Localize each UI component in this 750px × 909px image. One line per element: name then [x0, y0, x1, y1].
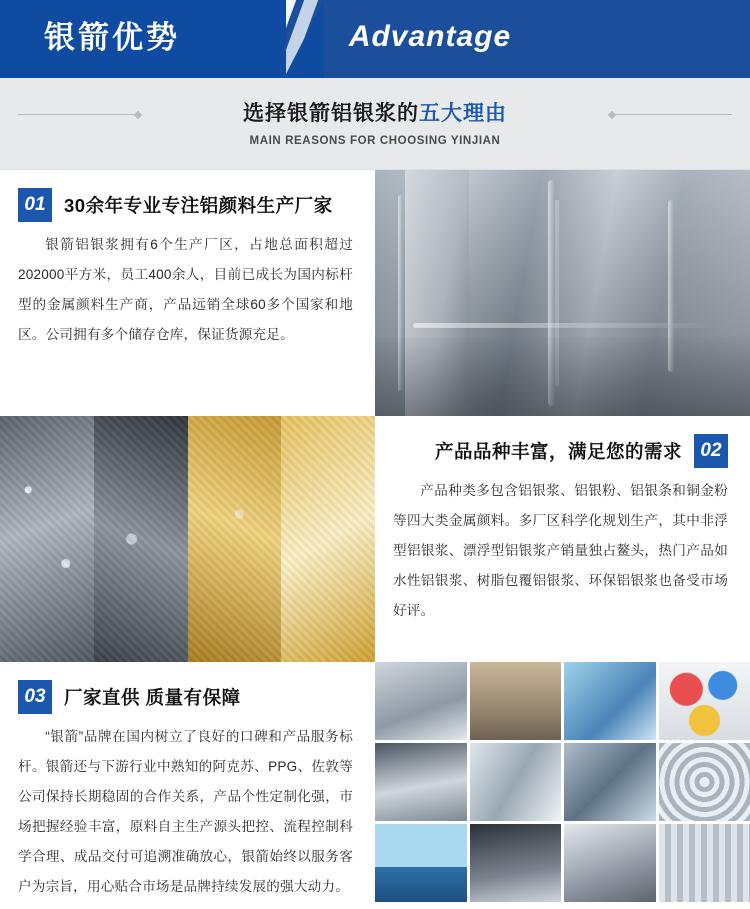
collage-cell-warehouse: [470, 662, 562, 740]
section-03-image-column: [375, 662, 750, 909]
section-01-image-column: [375, 170, 750, 416]
section-03-title: 厂家直供 质量有保障: [64, 687, 241, 708]
collage-cell-ship: [375, 824, 467, 902]
subheading-bar: [0, 78, 750, 170]
advantage-section-02: [0, 416, 750, 662]
subheading-chinese-highlight: 五大理由: [419, 102, 507, 125]
section-03-text-column: [0, 662, 375, 909]
section-02-title: 产品品种丰富，满足您的需求: [434, 441, 682, 462]
section-01-title: 30余年专业专注铝颜料生产厂家: [64, 195, 333, 216]
factory-production-line-photo: [375, 170, 750, 416]
section-02-image-column: [0, 416, 375, 662]
pipe-decor-1: [398, 195, 403, 392]
subheading-chinese: [0, 100, 750, 128]
collage-cell-coating-roll: [564, 662, 656, 740]
subheading-text-group: [0, 100, 750, 147]
collage-cell-pipes: [375, 662, 467, 740]
banner-title-chinese: 银箭优势: [44, 20, 180, 55]
collage-cell-aluminium-sheet: [470, 743, 562, 821]
pipe-decor-3: [668, 200, 674, 372]
metallic-powder-samples-photo: [0, 416, 375, 662]
pipe-decor-4: [413, 323, 713, 328]
advantage-section-03: [0, 662, 750, 909]
section-02-body: 产品种类多包含铝银浆、铝银粉、铝银条和铜金粉等四大类金属颜料。多厂区科学化规划生产，其中非浮型铝银浆、漂浮型铝银浆产销量独占鳌头，热门产品如水性铝银浆、树脂包覆铝银浆、环保铝银浆也备受市场好评。: [393, 483, 728, 618]
header-banner: [0, 0, 750, 78]
collage-cell-panel: [659, 824, 750, 902]
section-01-heading: [18, 188, 353, 222]
subheading-english: MAIN REASONS FOR CHOOSING YINJIAN: [249, 135, 501, 147]
advantage-section-01: [0, 170, 750, 416]
section-02-number-badge: 02: [694, 434, 728, 468]
collage-cell-truck: [564, 824, 656, 902]
powder-sample-dark-paste: [94, 416, 188, 662]
section-01-text-column: [0, 170, 375, 416]
application-industries-collage-photo: [375, 662, 750, 902]
collage-cell-metal-coil: [659, 743, 750, 821]
banner-title-english: Advantage: [348, 20, 512, 53]
subheading-chinese-prefix: 选择银箭铝银浆的: [243, 102, 419, 125]
collage-cell-laptop: [375, 743, 467, 821]
section-03-body: “银箭”品牌在国内树立了良好的口碑和产品服务标杆。银箭还与下游行业中熟知的阿克苏、PPG、佐敦等公司保持长期稳固的合作关系，产品个性定制化强，市场把握经验丰富，原料自主生产源头把控、流程控制科学合理、成品交付可追溯准确放心，银箭始终以服务客户为宗旨，用心贴合市场是品牌持续发展的强大动力。: [18, 729, 353, 894]
collage-cell-colored-balls: [659, 662, 750, 740]
powder-sample-gold: [281, 416, 375, 662]
powder-sample-silver-flake: [0, 416, 94, 662]
section-01-number-badge: 01: [18, 188, 52, 222]
collage-cell-car: [470, 824, 562, 902]
collage-cell-steel-frame: [564, 743, 656, 821]
section-02-heading: [393, 434, 728, 468]
section-03-heading: [18, 680, 353, 714]
powder-sample-bronze: [188, 416, 282, 662]
section-02-text-column: [375, 416, 750, 662]
section-01-body: 银箭铝银浆拥有6个生产厂区，占地总面积超过202000平方米，员工400余人，目前已成长为国内标杆型的金属颜料生产商，产品远销全球60多个国家和地区。公司拥有多个储存仓库，保证货源充足。: [18, 237, 353, 342]
section-03-number-badge: 03: [18, 680, 52, 714]
pipe-decor-2: [548, 180, 555, 406]
